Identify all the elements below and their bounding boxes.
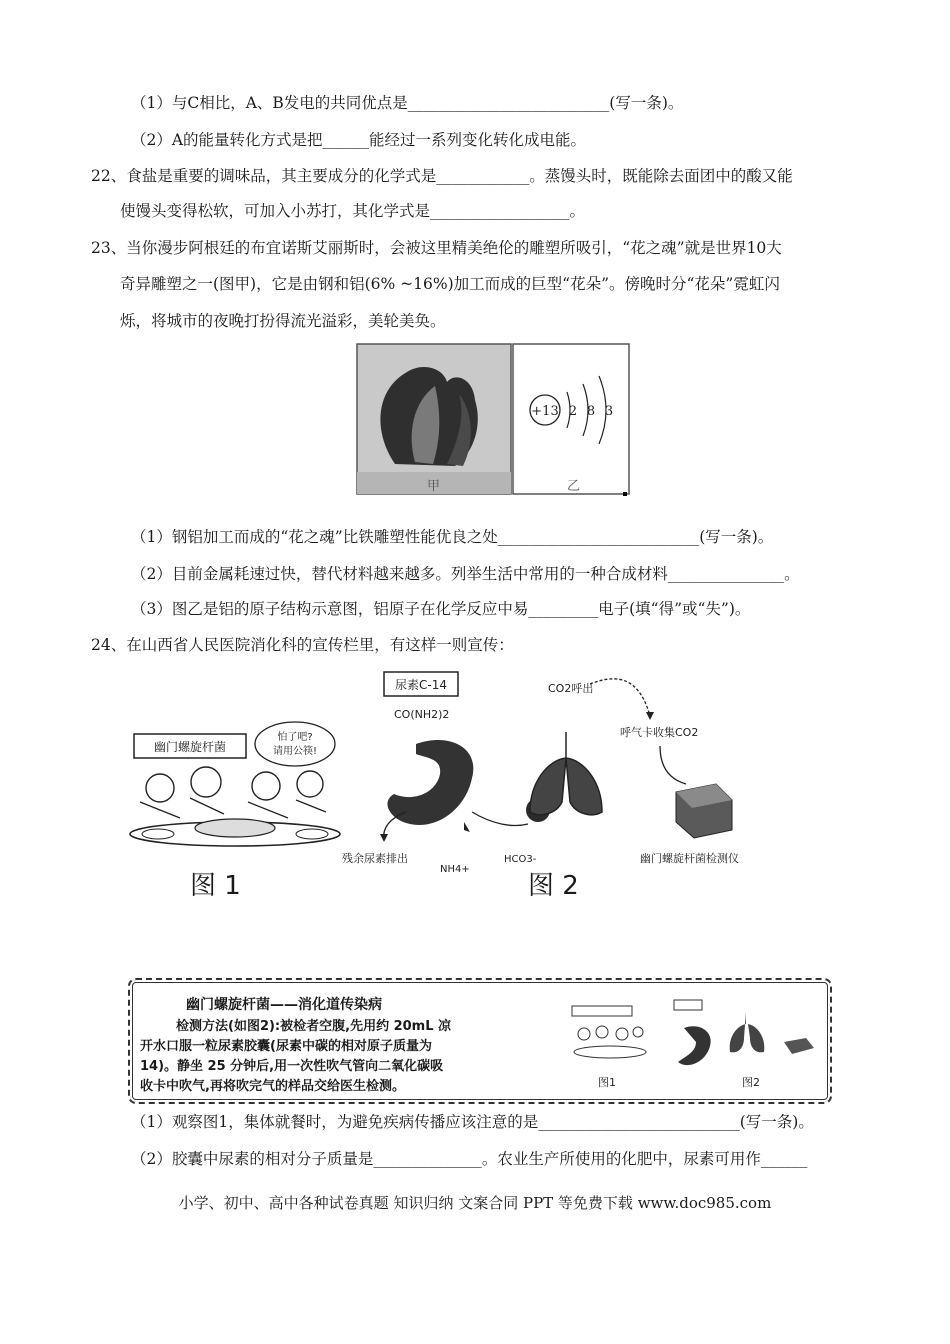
poster-title: 幽门螺旋杆菌——消化道传染病 — [186, 997, 382, 1013]
figure-1-cartoon — [130, 722, 340, 901]
poster-mini-fig2: 图2 — [742, 1076, 760, 1089]
label-jia: 甲 — [427, 479, 441, 494]
stomach-shape — [387, 740, 473, 825]
question-23-cont2: 烁，将城市的夜晚打扮得流光溢彩，美轮美奂。 — [120, 312, 446, 330]
question-23-1: （1）钢铝加工而成的“花之魂”比铁雕塑性能优良之处__________________________(写一条)。 — [131, 528, 774, 546]
question-22: 22、食盐是重要的调味品，其主要成分的化学式是____________。蒸馒头时，既能除去面团中的酸又能 — [91, 167, 793, 185]
question-23-cont1: 奇异雕塑之一(图甲)，它是由钢和铝(6% ~16%)加工而成的巨型“花朵”。傍晚时分“花朵”霓虹闪 — [120, 275, 780, 293]
figure-urea-breath-test — [120, 662, 840, 907]
urea-c14-label: 尿素C-14 — [395, 678, 447, 692]
question-24-2: （2）胶囊中尿素的相对分子质量是______________。农业生产所使用的化肥中，尿素可用作______ — [131, 1150, 808, 1168]
speech-bubble-line2: 请用公筷! — [272, 746, 318, 757]
co2-out-label: CO2呼出 — [548, 682, 594, 695]
label-yi: 乙 — [567, 479, 581, 494]
question-23-3: （3）图乙是铝的原子结构示意图，铝原子在化学反应中易_________电子(填“得”或“失”)。 — [131, 600, 751, 618]
poster-mini-fig1: 图1 — [598, 1076, 616, 1089]
poster-body-line3: 14)。静坐 25 分钟后,用一次性吹气管向二氧化碳吸 — [140, 1059, 444, 1074]
question-24: 24、在山西省人民医院消化科的宣传栏里，有这样一则宣传： — [91, 636, 514, 654]
card-collect-label: 呼气卡收集CO2 — [620, 726, 699, 739]
shell-1: 2 — [568, 404, 578, 419]
promo-poster — [128, 978, 832, 1104]
figure-1-caption: 图 1 — [190, 871, 241, 901]
nh4-label: NH4+ — [440, 864, 470, 875]
speech-bubble-line1: 怕了吧? — [277, 732, 313, 743]
urea-formula: CO(NH2)2 — [394, 708, 450, 721]
poster-body-line1: 检测方法(如图2):被检者空腹,先用约 20mL 凉 — [176, 1019, 452, 1034]
poster-mini-figures — [570, 992, 820, 1092]
question-24-1: （1）观察图1，集体就餐时，为避免疾病传播应该注意的是__________________________(写一条)。 — [131, 1113, 814, 1131]
banner-text: 幽门螺旋杆菌 — [153, 740, 227, 754]
figure-2-caption: 图 2 — [528, 871, 579, 901]
poster-body-line4: 收卡中吹气,再将吹完气的样品交给医生检测。 — [140, 1079, 405, 1094]
figure-flower-aluminum — [355, 342, 645, 502]
shell-2: 8 — [586, 404, 596, 419]
question-21-2: （2）A的能量转化方式是把______能经过一系列变化转化成电能。 — [131, 131, 587, 149]
shell-3: 3 — [604, 404, 614, 419]
residue-label: 残余尿素排出 — [342, 852, 408, 865]
figure-2-diagram — [342, 672, 739, 901]
question-22-cont: 使馒头变得松软，可加入小苏打，其化学式是__________________。 — [120, 202, 586, 220]
detector-label: 幽门螺旋杆菌检测仪 — [640, 852, 739, 865]
nucleus-charge: +13 — [531, 404, 559, 419]
question-23-2: （2）目前金属耗速过快，替代材料越来越多。列举生活中常用的一种合成材料_______________。 — [131, 565, 800, 583]
lungs-shape — [530, 732, 602, 815]
hco3-label: HCO3- — [504, 854, 537, 865]
question-23: 23、当你漫步阿根廷的布宜诺斯艾丽斯时，会被这里精美绝伦的雕塑所吸引，“花之魂”就是世界10大 — [91, 239, 782, 257]
poster-body-line2: 开水口服一粒尿素胶囊(尿素中碳的相对原子质量为 — [140, 1039, 432, 1054]
page-footer: 小学、初中、高中各种试卷真题 知识归纳 文案合同 PPT 等免费下载 www.doc985.com — [178, 1194, 772, 1212]
question-21-1: （1）与C相比，A、B发电的共同优点是__________________________(写一条)。 — [131, 94, 684, 112]
